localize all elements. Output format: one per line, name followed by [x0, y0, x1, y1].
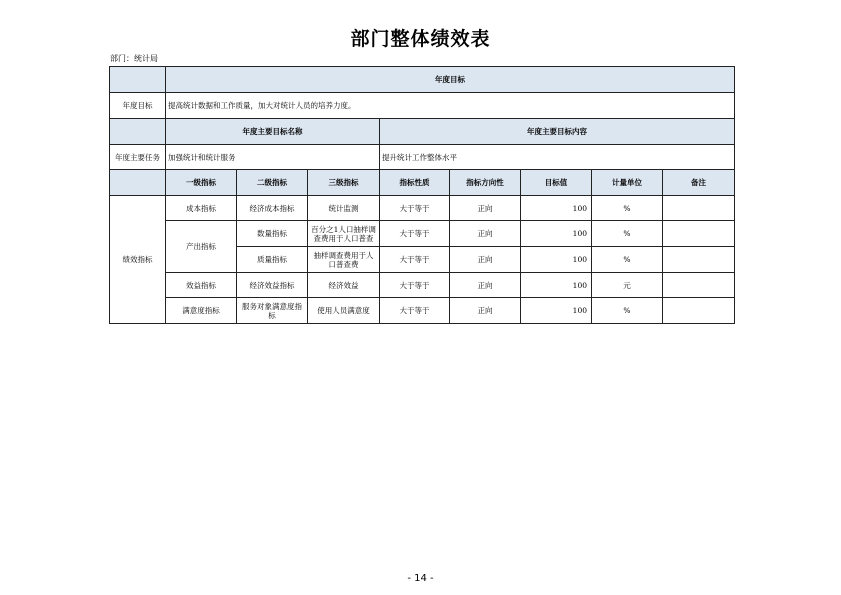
direction-cell: 正向	[450, 196, 521, 221]
annual-goal-header: 年度目标	[166, 67, 735, 93]
main-task-header-row	[110, 119, 735, 145]
target-cell: 100	[521, 247, 592, 273]
nature-cell: 大于等于	[380, 247, 450, 273]
page-title: 部门整体绩效表	[350, 28, 491, 50]
page-number: - 14 -	[407, 573, 434, 584]
annual-goal-header-row	[110, 67, 735, 93]
header-unit: 计量单位	[592, 170, 663, 196]
note-cell	[663, 273, 735, 298]
direction-cell: 正向	[450, 221, 521, 247]
table-row	[110, 298, 735, 324]
main-task-name: 加强统计和统计服务	[166, 145, 380, 170]
main-task-row	[110, 145, 735, 170]
level2-cell: 产出指标	[166, 221, 237, 273]
target-cell: 100	[521, 196, 592, 221]
level3b-cell: 使用人员满意度	[308, 298, 380, 324]
direction-cell: 正向	[450, 298, 521, 324]
first-level-cell: 绩效指标	[110, 196, 166, 324]
main-task-name-header: 年度主要目标名称	[166, 119, 380, 145]
target-cell: 100	[521, 221, 592, 247]
header-note: 备注	[663, 170, 735, 196]
note-cell	[663, 247, 735, 273]
level3b-cell: 百分之1人口抽样调查费用于人口普查	[308, 221, 380, 247]
main-task-content: 提升统计工作整体水平	[380, 145, 735, 170]
target-cell: 100	[521, 298, 592, 324]
indicator-header-row	[110, 170, 735, 196]
note-cell	[663, 196, 735, 221]
unit-cell: %	[592, 221, 663, 247]
header-direction: 指标方向性	[450, 170, 521, 196]
blank-header-cell	[110, 67, 166, 93]
department-label: 部门：统计局	[110, 54, 158, 63]
performance-table	[109, 66, 735, 324]
header-level2: 二级指标	[237, 170, 308, 196]
level3-cell: 服务对象满意度指标	[237, 298, 308, 324]
unit-cell: 元	[592, 273, 663, 298]
header-target: 目标值	[521, 170, 592, 196]
main-task-label: 年度主要任务	[110, 145, 166, 170]
level3b-cell: 经济效益	[308, 273, 380, 298]
level2-cell: 满意度指标	[166, 298, 237, 324]
note-cell	[663, 221, 735, 247]
unit-cell: %	[592, 298, 663, 324]
level3-cell: 数量指标	[237, 221, 308, 247]
table-row	[110, 221, 735, 247]
header-level1: 一级指标	[166, 170, 237, 196]
target-cell: 100	[521, 273, 592, 298]
level3b-cell: 统计监测	[308, 196, 380, 221]
direction-cell: 正向	[450, 247, 521, 273]
table-row	[110, 273, 735, 298]
nature-cell: 大于等于	[380, 221, 450, 247]
level3-cell: 质量指标	[237, 247, 308, 273]
level2-cell: 效益指标	[166, 273, 237, 298]
unit-cell: %	[592, 196, 663, 221]
direction-cell: 正向	[450, 273, 521, 298]
header-nature: 指标性质	[380, 170, 450, 196]
main-task-content-header: 年度主要目标内容	[380, 119, 735, 145]
blank-header-cell	[110, 119, 166, 145]
annual-goal-label: 年度目标	[110, 93, 166, 119]
blank-header-cell	[110, 170, 166, 196]
level3-cell: 经济效益指标	[237, 273, 308, 298]
annual-goal-row	[110, 93, 735, 119]
level3b-cell: 抽样调查费用于人口普查费	[308, 247, 380, 273]
header-level3: 三级指标	[308, 170, 380, 196]
level2-cell: 成本指标	[166, 196, 237, 221]
level3-cell: 经济成本指标	[237, 196, 308, 221]
table-row	[110, 196, 735, 221]
nature-cell: 大于等于	[380, 196, 450, 221]
unit-cell: %	[592, 247, 663, 273]
nature-cell: 大于等于	[380, 273, 450, 298]
note-cell	[663, 298, 735, 324]
annual-goal-content: 提高统计数据和工作质量，加大对统计人员的培养力度。	[166, 93, 735, 119]
nature-cell: 大于等于	[380, 298, 450, 324]
